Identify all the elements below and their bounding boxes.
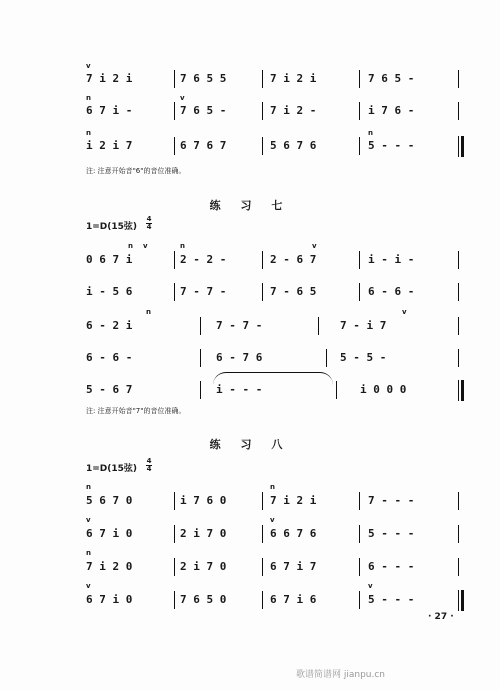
measure: 6 7 i 0: [86, 527, 133, 540]
staff-row: [0, 62, 500, 89]
measure: 6 7 6 7: [180, 139, 227, 152]
measure: 2 i 7 0: [180, 560, 227, 573]
measure: 5 6 7 0: [86, 494, 133, 507]
barline: [359, 558, 360, 576]
articulation-mark: n: [86, 94, 91, 102]
staff-row: [0, 380, 500, 400]
staff-row: [0, 282, 500, 302]
articulation-mark: v: [86, 62, 91, 70]
time-signature: [146, 458, 152, 473]
final-barline: [458, 380, 464, 401]
measure: 6 - 6 -: [86, 351, 133, 364]
staff-row: [0, 94, 500, 121]
time-signature-bottom: 4: [146, 223, 152, 231]
measure: 6 7 i 6: [270, 593, 317, 606]
measure: 6 7 i 0: [86, 593, 133, 606]
measure: i - i -: [368, 253, 415, 266]
articulation-mark: v: [368, 582, 373, 590]
measure: 6 7 i 7: [270, 560, 317, 573]
time-signature-top: 4: [146, 457, 152, 465]
barline: [174, 283, 175, 301]
barline: [359, 591, 360, 609]
barline: [359, 102, 360, 120]
key-signature: 1=D(15弦): [86, 464, 138, 474]
barline: [262, 102, 263, 120]
articulation-mark: v: [312, 242, 317, 250]
measure: 6 6 7 6: [270, 527, 317, 540]
articulation-mark: n: [146, 308, 151, 316]
measure: 6 - 6 -: [368, 285, 415, 298]
measure: 7 - - -: [368, 494, 415, 507]
measure: 7 i 2 i: [270, 494, 317, 507]
articulation-mark: v: [86, 582, 91, 590]
measure: 2 - 6 7: [270, 253, 317, 266]
measure: i - 5 6: [86, 285, 133, 298]
measure: 2 i 7 0: [180, 527, 227, 540]
measure: 2 - 2 -: [180, 253, 227, 266]
measure: 7 6 5 5: [180, 72, 227, 85]
articulation-mark: n: [86, 549, 91, 557]
articulation-mark: v: [180, 94, 185, 102]
staff-row: [0, 483, 500, 511]
exercise-title: 练 习 八: [209, 438, 291, 451]
barline: [174, 558, 175, 576]
barline: [318, 317, 319, 335]
barline: [262, 591, 263, 609]
barline: [326, 349, 327, 367]
key-signature: 1=D(15弦): [86, 222, 138, 232]
measure: 7 - 7 -: [180, 285, 227, 298]
measure: 7 6 5 -: [368, 72, 415, 85]
measure: i 7 6 -: [368, 104, 415, 117]
staff-row: [0, 129, 500, 156]
barline: [458, 558, 459, 576]
articulation-mark: v: [402, 308, 407, 316]
time-signature-top: 4: [146, 215, 152, 223]
articulation-mark: v: [270, 516, 275, 524]
measure: 5 6 7 6: [270, 139, 317, 152]
barline: [458, 283, 459, 301]
watermark: 歌谱简谱网 jianpu.cn: [296, 670, 386, 680]
barline: [262, 558, 263, 576]
barline: [458, 525, 459, 543]
barline: [200, 349, 201, 367]
footnote: 注: 注意开始音"7"的音位准确。: [86, 407, 186, 415]
barline: [174, 70, 175, 88]
staff-row: [0, 242, 500, 270]
barline: [458, 102, 459, 120]
measure: i 2 i 7: [86, 139, 133, 152]
barline: [174, 137, 175, 155]
measure: 7 6 5 -: [180, 104, 227, 117]
articulation-mark: n: [86, 129, 91, 137]
final-barline: [458, 136, 464, 157]
barline: [174, 525, 175, 543]
articulation-mark: n: [180, 242, 185, 250]
page-number: · 27 ·: [428, 612, 454, 622]
measure: 6 - 2 i: [86, 319, 133, 332]
articulation-mark: n: [128, 242, 133, 250]
barline: [359, 525, 360, 543]
staff-row: [0, 348, 500, 368]
measure: 6 7 i -: [86, 104, 133, 117]
barline: [359, 70, 360, 88]
measure: 5 - - -: [368, 527, 415, 540]
footnote: 注: 注意开始音"6"的音位准确。: [86, 167, 186, 175]
measure: 5 - - -: [368, 593, 415, 606]
barline: [174, 102, 175, 120]
measure: 7 i 2 0: [86, 560, 133, 573]
barline: [262, 283, 263, 301]
barline: [458, 251, 459, 269]
measure: 6 - 7 6: [216, 351, 263, 364]
measure: 7 i 2 i: [86, 72, 133, 85]
staff-row: [0, 308, 500, 336]
time-signature-bottom: 4: [146, 465, 152, 473]
barline: [262, 251, 263, 269]
measure: 7 - 6 5: [270, 285, 317, 298]
articulation-mark: v: [143, 242, 148, 250]
measure: 5 - 6 7: [86, 383, 133, 396]
barline: [200, 381, 201, 399]
articulation-mark: n: [368, 129, 373, 137]
measure: 6 - - -: [368, 560, 415, 573]
staff-row: [0, 549, 500, 577]
staff-row: [0, 582, 500, 610]
measure: 7 6 5 0: [180, 593, 227, 606]
measure: 7 i 2 i: [270, 72, 317, 85]
measure: 5 - 5 -: [340, 351, 387, 364]
barline: [174, 251, 175, 269]
measure: 0 6 7 i: [86, 253, 133, 266]
barline: [262, 70, 263, 88]
barline: [262, 525, 263, 543]
articulation-mark: v: [86, 516, 91, 524]
barline: [458, 70, 459, 88]
barline: [359, 283, 360, 301]
staff-row: [0, 516, 500, 544]
barline: [336, 381, 337, 399]
time-signature: [146, 216, 152, 231]
measure: 5 - - -: [368, 139, 415, 152]
measure: i 0 0 0: [360, 383, 407, 396]
measure: i 7 6 0: [180, 494, 227, 507]
barline: [174, 591, 175, 609]
measure: i - - -: [216, 383, 263, 396]
barline: [262, 137, 263, 155]
barline: [359, 492, 360, 510]
barline: [458, 349, 459, 367]
final-barline: [458, 590, 464, 611]
barline: [359, 137, 360, 155]
measure: 7 i 2 -: [270, 104, 317, 117]
barline: [458, 492, 459, 510]
barline: [174, 492, 175, 510]
barline: [458, 317, 459, 335]
barline: [262, 492, 263, 510]
exercise-title: 练 习 七: [209, 199, 291, 212]
measure: 7 - i 7: [340, 319, 387, 332]
barline: [359, 251, 360, 269]
articulation-mark: n: [270, 483, 275, 491]
measure: 7 - 7 -: [216, 319, 263, 332]
articulation-mark: n: [86, 483, 91, 491]
barline: [200, 317, 201, 335]
